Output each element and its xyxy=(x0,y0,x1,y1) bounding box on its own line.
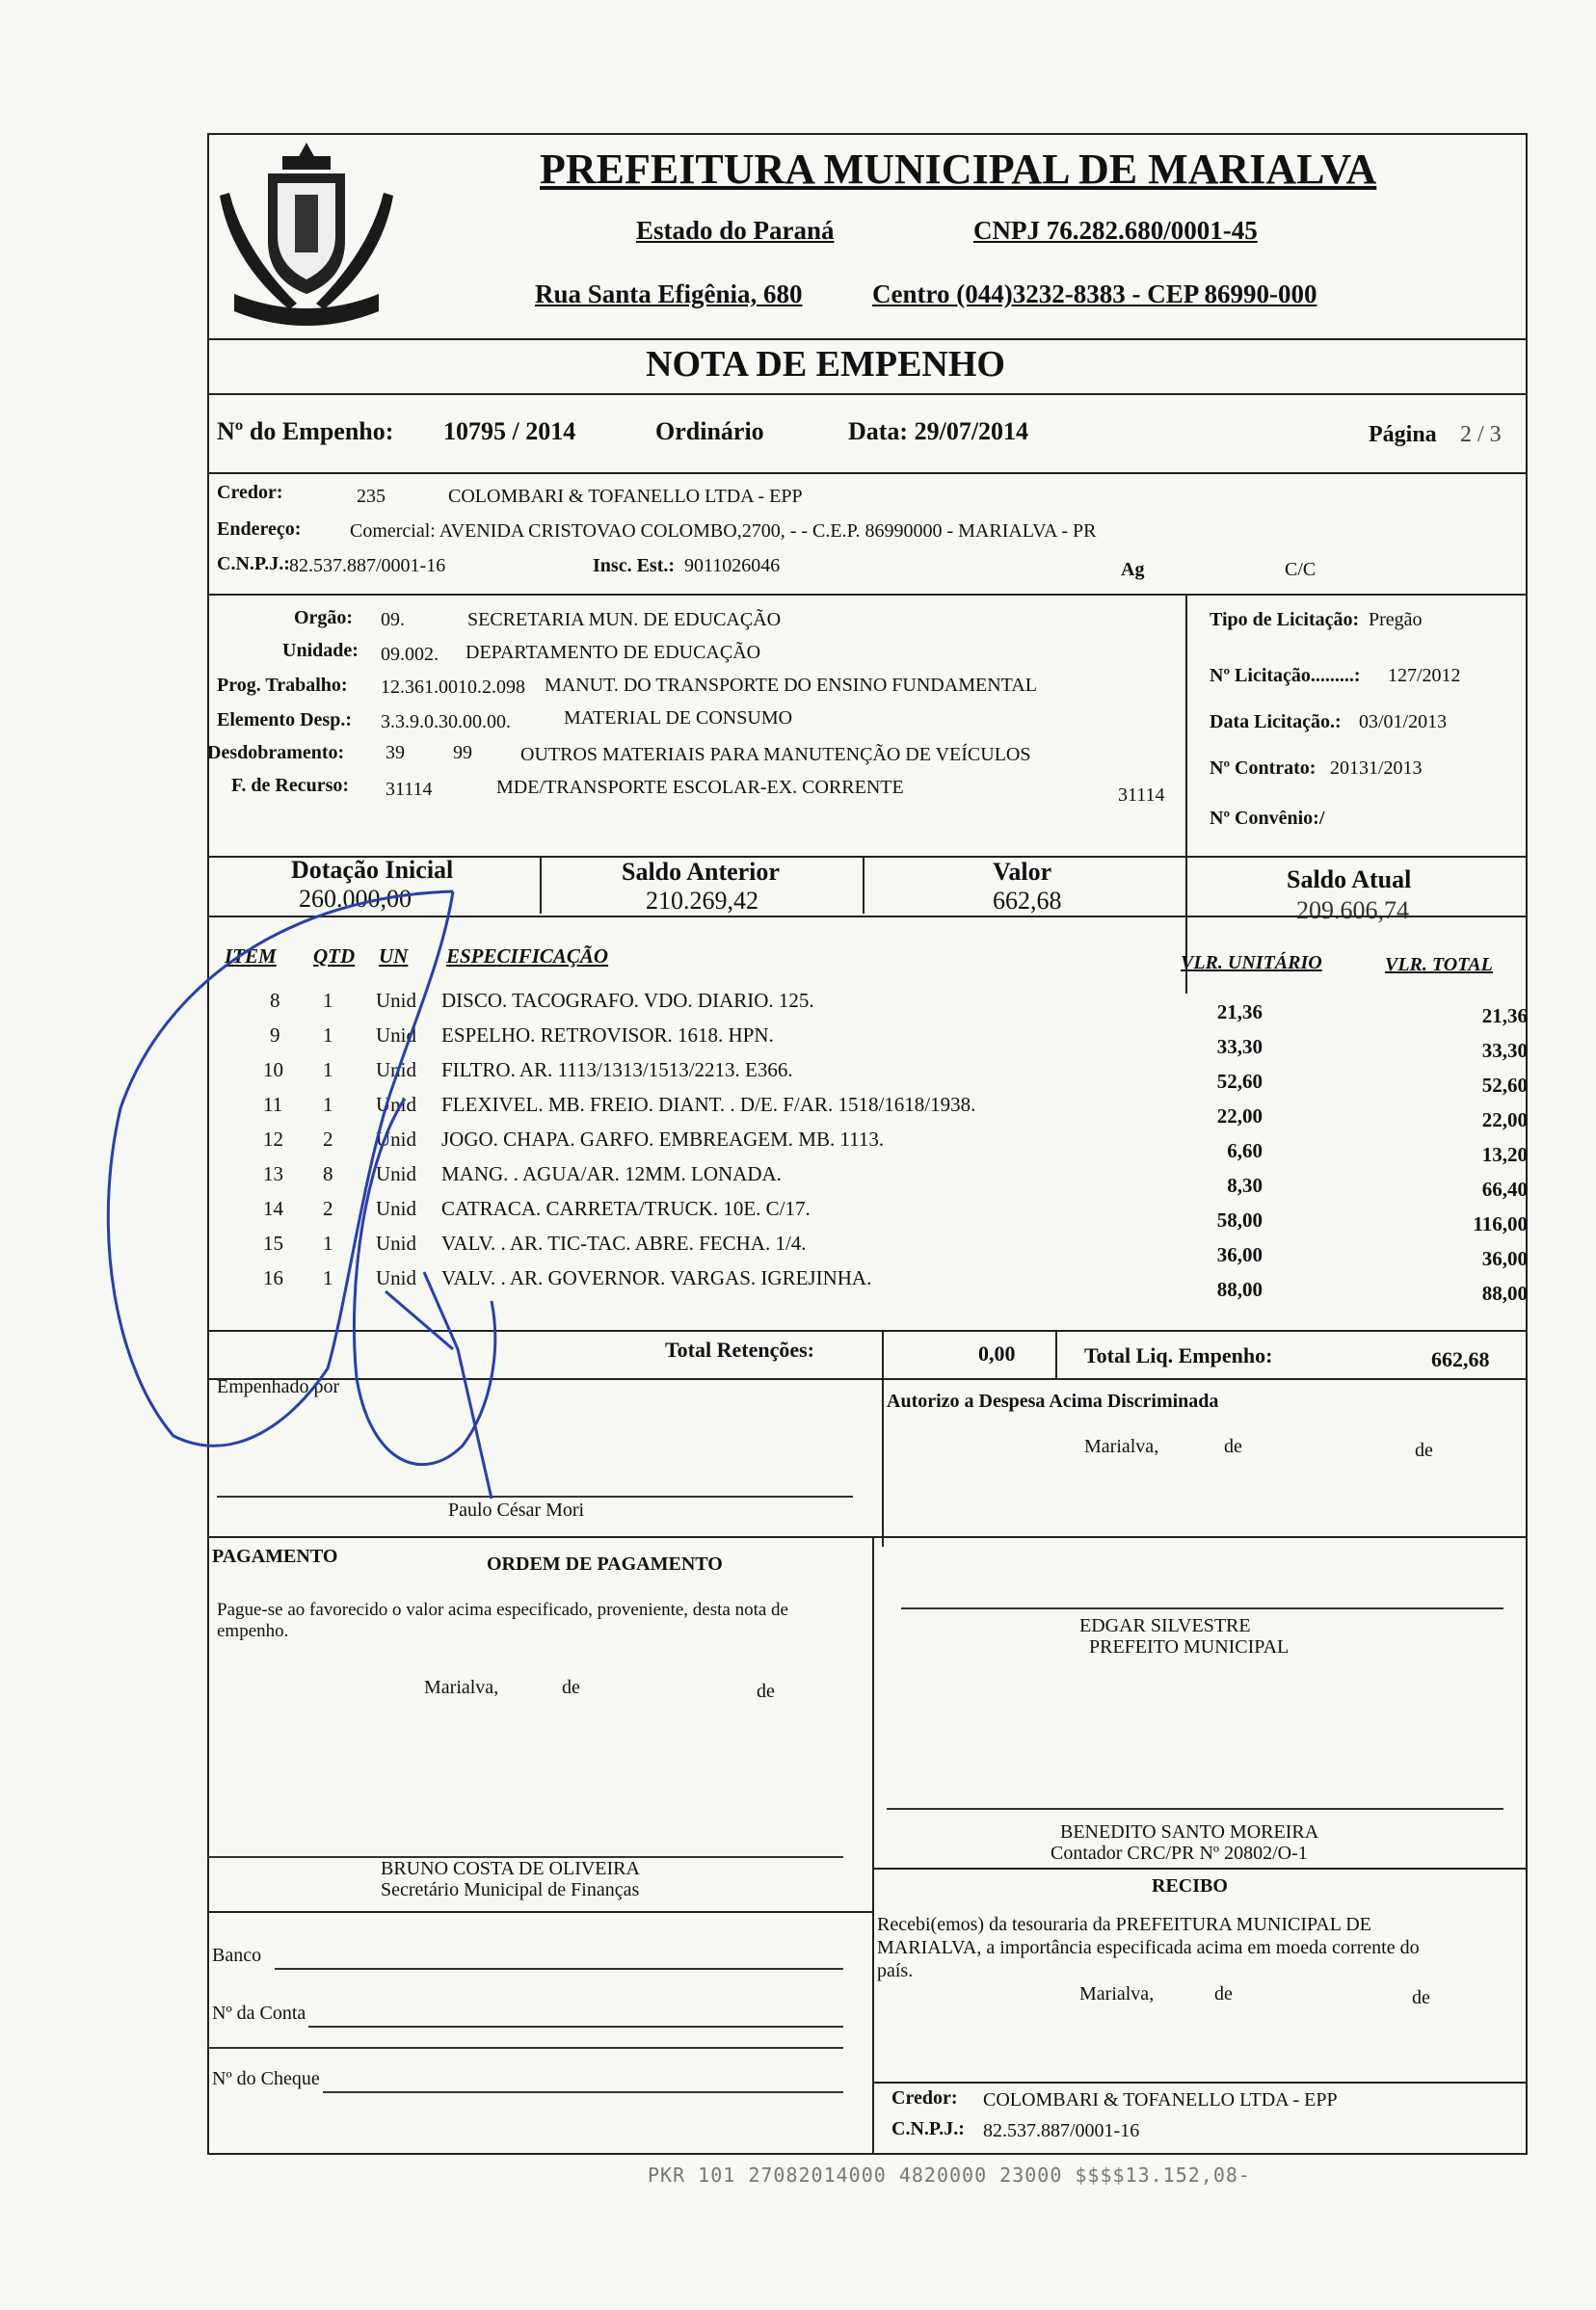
orgao-label: Orgão: xyxy=(294,607,354,628)
recibo-line1: Recebi(emos) da tesouraria da PREFEITURA MUNICIPAL DE xyxy=(877,1914,1371,1935)
item-total: 88,00 xyxy=(1481,1282,1528,1305)
contrato-label: Nº Contrato: xyxy=(1210,757,1317,779)
item-unit: 36,00 xyxy=(1216,1243,1263,1266)
col-vlr-total: VLR. TOTAL xyxy=(1385,954,1493,975)
item-qtd: 1 xyxy=(323,1232,333,1255)
tipo-licitacao: Pregão xyxy=(1369,609,1423,630)
item-total: 116,00 xyxy=(1473,1212,1528,1235)
item-unit: 8,30 xyxy=(1227,1174,1263,1197)
empenhado-label: Empenhado por xyxy=(217,1376,340,1397)
ordem-label: ORDEM DE PAGAMENTO xyxy=(487,1553,723,1575)
contrato-value: 20131/2013 xyxy=(1330,757,1423,779)
item-qtd: 1 xyxy=(323,989,333,1012)
item-total: 13,20 xyxy=(1481,1143,1528,1166)
dotacao-value: 260.000,00 xyxy=(299,885,412,913)
item-total: 33,30 xyxy=(1481,1039,1528,1062)
item-unit: 22,00 xyxy=(1216,1104,1263,1128)
col-qtd: QTD xyxy=(313,944,356,968)
cnpj-label: C.N.P.J.: xyxy=(217,553,290,574)
credor-cnpj: 82.537.887/0001-16 xyxy=(289,555,446,576)
page-label: Página xyxy=(1369,422,1437,447)
item-unit: 21,36 xyxy=(1216,1000,1263,1023)
desd-sub: 99 xyxy=(453,742,472,763)
empenho-num: 10795 / 2014 xyxy=(443,417,576,445)
item-un: Unid xyxy=(376,1058,416,1081)
empenho-num-label: Nº do Empenho: xyxy=(217,417,394,445)
header-state: Estado do Paraná xyxy=(636,216,835,245)
item-qtd: 1 xyxy=(323,1058,333,1081)
saldo-atual-value: 209.606,74 xyxy=(1296,896,1409,924)
num-licitacao-label: Nº Licitação.........: xyxy=(1210,665,1361,686)
retencoes-value: 0,00 xyxy=(978,1341,1016,1366)
item-total: 66,40 xyxy=(1481,1178,1528,1201)
prog-code: 12.361.0010.2.098 xyxy=(381,677,525,698)
recibo-title: RECIBO xyxy=(1152,1875,1228,1897)
financas-signer: BRUNO COSTA DE OLIVEIRA xyxy=(381,1858,640,1879)
credor-label: Credor: xyxy=(217,482,283,503)
desd-label: Desdobramento: xyxy=(207,742,345,763)
item-qtd: 2 xyxy=(323,1128,333,1151)
item-qtd: 2 xyxy=(323,1197,333,1220)
contador-name: BENEDITO SANTO MOREIRA xyxy=(1060,1821,1319,1843)
item-qtd: 1 xyxy=(323,1266,333,1289)
credor-code: 235 xyxy=(357,486,386,507)
total-liquido-value: 662,68 xyxy=(1431,1347,1490,1371)
total-liquido-label: Total Liq. Empenho: xyxy=(1084,1343,1273,1367)
item-num: 16 xyxy=(263,1266,283,1289)
conta-label: Nº da Conta xyxy=(212,2003,306,2024)
empenhado-signer: Paulo César Mori xyxy=(448,1500,585,1521)
desd-name: OUTROS MATERIAIS PARA MANUTENÇÃO DE VEÍCULOS xyxy=(520,744,1031,765)
prefeito-name: EDGAR SILVESTRE xyxy=(1079,1615,1251,1636)
col-vlr-unitario: VLR. UNITÁRIO xyxy=(1181,952,1322,973)
unidade-name: DEPARTAMENTO DE EDUCAÇÃO xyxy=(466,642,761,663)
orgao-code: 09. xyxy=(381,609,405,630)
col-especificacao: ESPECIFICAÇÃO xyxy=(446,944,609,968)
item-unit: 6,60 xyxy=(1227,1139,1263,1162)
item-num: 9 xyxy=(270,1023,280,1047)
convenio-label: Nº Convênio:/ xyxy=(1210,808,1325,829)
unidade-label: Unidade: xyxy=(282,640,359,661)
num-licitacao: 127/2012 xyxy=(1388,665,1461,686)
recibo-credor: COLOMBARI & TOFANELLO LTDA - EPP xyxy=(983,2089,1338,2111)
item-total: 52,60 xyxy=(1481,1074,1528,1097)
ag-label: Ag xyxy=(1121,559,1145,580)
item-un: Unid xyxy=(376,1093,416,1116)
item-unit: 58,00 xyxy=(1216,1208,1263,1232)
empenho-type: Ordinário xyxy=(655,417,764,445)
item-desc: FLEXIVEL. MB. FREIO. DIANT. . D/E. F/AR. 1518/1618/1938. xyxy=(441,1093,976,1116)
item-total: 21,36 xyxy=(1481,1004,1528,1027)
item-un: Unid xyxy=(376,1266,416,1289)
page-value: 2 / 3 xyxy=(1460,422,1502,447)
recibo-de2: de xyxy=(1412,1987,1430,2008)
item-num: 12 xyxy=(263,1128,283,1151)
footer-stamp: PKR 101 27082014000 4820000 23000 $$$$13.152,08- xyxy=(648,2164,1251,2187)
cheque-label: Nº do Cheque xyxy=(212,2068,320,2089)
prog-label: Prog. Trabalho: xyxy=(217,675,348,696)
item-unit: 88,00 xyxy=(1216,1278,1263,1301)
tipo-licitacao-label: Tipo de Licitação: xyxy=(1210,609,1360,630)
item-un: Unid xyxy=(376,1128,416,1151)
pagamento-text: Pague-se ao favorecido o valor acima especificado, proveniente, desta nota de empenho. xyxy=(217,1600,788,1641)
saldo-anterior-value: 210.269,42 xyxy=(646,887,758,915)
item-qtd: 1 xyxy=(323,1093,333,1116)
recibo-cnpj: 82.537.887/0001-16 xyxy=(983,2120,1140,2141)
retencoes-label: Total Retenções: xyxy=(665,1338,814,1362)
rec-code2: 31114 xyxy=(1118,784,1165,806)
item-desc: VALV. . AR. TIC-TAC. ABRE. FECHA. 1/4. xyxy=(441,1232,807,1255)
valor-label: Valor xyxy=(993,858,1052,886)
doc-title: NOTA DE EMPENHO xyxy=(646,344,1005,385)
item-num: 11 xyxy=(263,1093,283,1116)
header-cnpj: CNPJ 76.282.680/0001-45 xyxy=(973,216,1258,245)
dotacao-label: Dotação Inicial xyxy=(291,856,454,884)
pagamento-place: Marialva, xyxy=(424,1677,499,1698)
rec-code: 31114 xyxy=(386,779,433,800)
unidade-code: 09.002. xyxy=(381,644,439,665)
autorizo-de1: de xyxy=(1224,1436,1242,1457)
credor-name: COLOMBARI & TOFANELLO LTDA - EPP xyxy=(448,486,803,507)
pagamento-label: PAGAMENTO xyxy=(212,1546,338,1567)
item-num: 13 xyxy=(263,1162,283,1185)
credor-address: Comercial: AVENIDA CRISTOVAO COLOMBO,2700, - - C.E.P. 86990000 - MARIALVA - PR xyxy=(350,520,1097,542)
item-un: Unid xyxy=(376,1232,416,1255)
pagamento-de1: de xyxy=(562,1677,580,1698)
prefeito-role: PREFEITO MUNICIPAL xyxy=(1089,1636,1290,1658)
insc-label: Insc. Est.: xyxy=(593,555,676,576)
recibo-place: Marialva, xyxy=(1079,1983,1155,2005)
item-un: Unid xyxy=(376,1162,416,1185)
item-desc: ESPELHO. RETROVISOR. 1618. HPN. xyxy=(441,1023,774,1047)
item-total: 22,00 xyxy=(1481,1108,1528,1131)
item-desc: CATRACA. CARRETA/TRUCK. 10E. C/17. xyxy=(441,1197,811,1220)
item-num: 8 xyxy=(270,989,280,1012)
item-qtd: 1 xyxy=(323,1023,333,1047)
elem-name: MATERIAL DE CONSUMO xyxy=(564,707,793,729)
elem-label: Elemento Desp.: xyxy=(217,709,352,730)
prog-name: MANUT. DO TRANSPORTE DO ENSINO FUNDAMENTAL xyxy=(545,675,1037,696)
item-desc: DISCO. TACOGRAFO. VDO. DIARIO. 125. xyxy=(441,989,814,1012)
col-un: UN xyxy=(379,944,409,968)
financas-role: Secretário Municipal de Finanças xyxy=(381,1879,640,1900)
banco-label: Banco xyxy=(212,1945,262,1966)
orgao-name: SECRETARIA MUN. DE EDUCAÇÃO xyxy=(467,609,782,630)
header-address: Rua Santa Efigênia, 680 xyxy=(535,279,803,308)
item-num: 15 xyxy=(263,1232,283,1255)
col-item: ITEM xyxy=(225,944,277,968)
cc-label: C/C xyxy=(1285,559,1317,580)
item-qtd: 8 xyxy=(323,1162,333,1185)
item-un: Unid xyxy=(376,1197,416,1220)
address-label: Endereço: xyxy=(217,518,302,540)
recibo-line2: MARIALVA, a importância especificada acima em moeda corrente do xyxy=(877,1937,1420,1958)
item-desc: VALV. . AR. GOVERNOR. VARGAS. IGREJINHA. xyxy=(441,1266,872,1289)
autorizo-place: Marialva, xyxy=(1084,1436,1159,1457)
header-title: PREFEITURA MUNICIPAL DE MARIALVA xyxy=(540,146,1377,193)
recibo-cnpj-label: C.N.P.J.: xyxy=(891,2118,965,2139)
item-un: Unid xyxy=(376,989,416,1012)
saldo-anterior-label: Saldo Anterior xyxy=(622,858,780,886)
item-desc: MANG. . AGUA/AR. 12MM. LONADA. xyxy=(441,1162,782,1185)
item-unit: 33,30 xyxy=(1216,1035,1263,1058)
autorizo-label: Autorizo a Despesa Acima Discriminada xyxy=(887,1391,1219,1412)
insc-value: 9011026046 xyxy=(684,555,781,576)
item-desc: JOGO. CHAPA. GARFO. EMBREAGEM. MB. 1113. xyxy=(441,1128,885,1151)
data-licitacao-label: Data Licitação.: xyxy=(1210,711,1342,732)
empenho-date: Data: 29/07/2014 xyxy=(848,417,1029,445)
elem-code: 3.3.9.0.30.00.00. xyxy=(381,711,511,732)
item-total: 36,00 xyxy=(1481,1247,1528,1270)
valor-value: 662,68 xyxy=(993,887,1062,915)
desd-code: 39 xyxy=(386,742,405,763)
item-num: 10 xyxy=(263,1058,283,1081)
recibo-de1: de xyxy=(1214,1983,1233,2005)
item-num: 14 xyxy=(263,1197,283,1220)
item-desc: FILTRO. AR. 1113/1313/1513/2213. E366. xyxy=(441,1058,793,1081)
recibo-credor-label: Credor: xyxy=(891,2087,958,2109)
item-unit: 52,60 xyxy=(1216,1070,1263,1093)
header-district: Centro (044)3232-8383 - CEP 86990-000 xyxy=(872,279,1317,308)
recibo-line3: país. xyxy=(877,1960,914,1981)
rec-name: MDE/TRANSPORTE ESCOLAR-EX. CORRENTE xyxy=(496,777,904,798)
rec-label: F. de Recurso: xyxy=(231,775,350,796)
saldo-atual-label: Saldo Atual xyxy=(1287,865,1412,893)
data-licitacao: 03/01/2013 xyxy=(1359,711,1448,732)
pagamento-de2: de xyxy=(757,1681,775,1702)
item-un: Unid xyxy=(376,1023,416,1047)
autorizo-de2: de xyxy=(1415,1440,1433,1461)
contador-role: Contador CRC/PR Nº 20802/O-1 xyxy=(1051,1843,1308,1864)
